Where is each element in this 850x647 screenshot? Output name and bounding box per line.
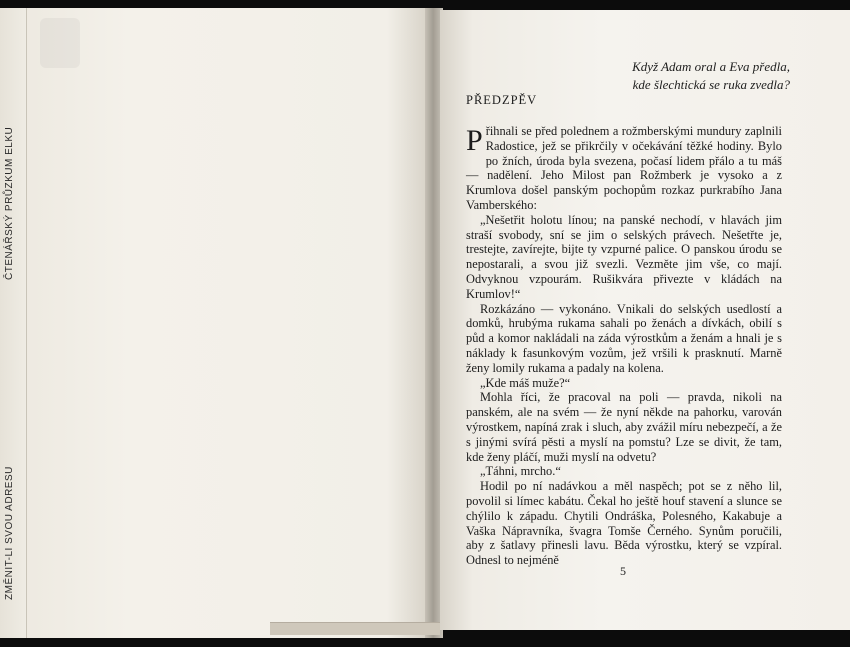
section-title: PŘEDZPĚV (466, 93, 538, 107)
paragraph (466, 124, 782, 213)
paragraph: „Nešetřit holotu línou; na panské nechodí, v hlavách jim straší svobody, sní se jim o selských právech. Nešetřte je, trestejte, zavírejte, bijte ty vzpurné palice. O panskou úrodu se nepostarali, a svou již svezli. Vezměte jim vše, co mají. Odvyknou vzpourám. Rušikvára přivezte v kládách na Krumlov!“ (466, 212, 782, 301)
paragraph: Hodil po ní nadávkou a měl naspěch; pot se z něho lil, povolil si límec kabátu. Čekal ho ještě houf stavení a slunce se chýlilo k západu. Chytili Ondráška, Polesného, Kakabuje a Vaška Nápravníka, švagra Tomše Černého. Synům poručili, aby z šatlavy přinesli lavu. Běda výrostku, který se vzpíral. Odnesl to nejméně (466, 479, 782, 568)
page-number: 5 (620, 564, 626, 578)
spine-strip (0, 8, 27, 638)
paragraph: „Táhni, mrcho.“ (480, 464, 561, 479)
epigraph (560, 58, 790, 94)
paper-edge (270, 622, 440, 635)
epigraph-line-2: kde šlechtická se ruka zvedla? (632, 77, 790, 92)
paragraph: Mohla říci, že pracoval na poli — pravda, nikoli na panském, ale na svém — že nyní někde na pahorku, varován výrostkem, napíná zrak i sluch, aby zvážil míru nebezpečí, a že s jinými svírá pěsti a myslí na pomstu? Lze se divit, že tam, kde ženy pláčí, muži myslí na odvetu? (466, 390, 782, 464)
paragraph-text: řihnali se před polednem a rožmberskými mundury zaplnili Radostice, jež se přikrčily v očekávání těžké hodiny. Bylo po žních, úroda byla svezena, počasí lidem přálo a tu máš — nadělení. Jeho Milost pan Rožmberk je vysoko a z Krumlova došel panským pochopům rozkaz purkrabího Jana Vamberského: (466, 124, 782, 212)
spine-text-top: ČTENÁŘSKÝ PRŮZKUM ELKU (4, 126, 15, 280)
spine-text-bottom: ZMĚNIT-LI SVOU ADRESU (4, 466, 15, 600)
drop-cap: P (466, 124, 483, 157)
left-page (0, 8, 430, 638)
paragraph: Rozkázáno — vykonáno. Vnikali do selských usedlostí a domků, hrubýma rukama sahali po ženách a dívkách, obilí s půd a komor nakládali na záda výrostkům a ženám a hnali je s náklady k fasunkovým vozům, jež vršili k prasknutí. Marně ženy lomily rukama a padaly na kolena. (466, 301, 782, 375)
paragraph: „Kde máš muže?“ (480, 375, 571, 390)
body-text (466, 124, 782, 568)
faint-stamp-mark (40, 18, 80, 68)
epigraph-line-1: Když Adam oral a Eva předla, (632, 59, 790, 74)
